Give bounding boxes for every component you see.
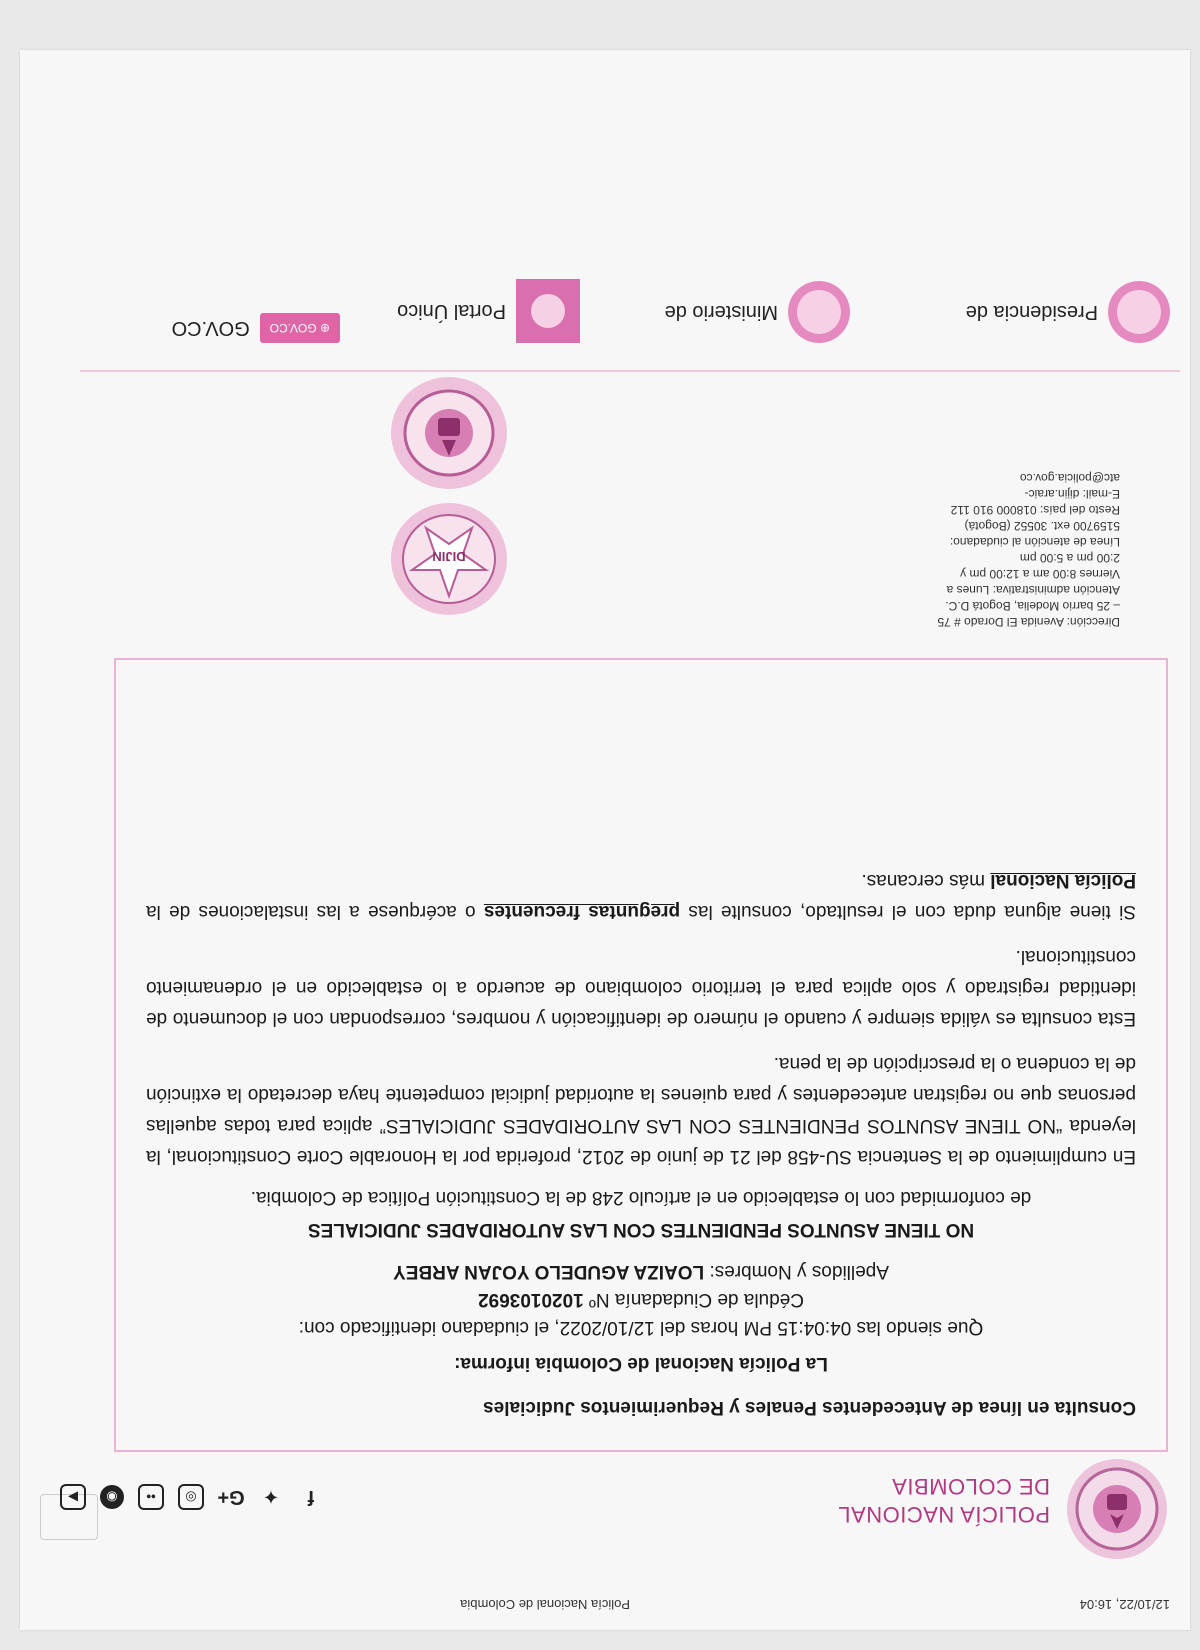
site-header xyxy=(40,1460,1170,1570)
facebook-icon[interactable]: f xyxy=(307,1486,315,1509)
faq-link[interactable]: preguntas frecuentes xyxy=(483,901,681,922)
hours-line: Viernes 8:00 am a 12:00 pm y xyxy=(960,567,1120,581)
presidencia-icon xyxy=(1108,281,1170,343)
ministerio-link[interactable] xyxy=(665,281,850,343)
name-label: Apellidos y Nombres: xyxy=(709,1261,889,1282)
legal-paragraph-1: En cumplimiento de la Sentencia SU-458 del 21 de junio de 2012, proferida por la Honorable Corte Constitucional, la leyenda “NO TIENE ASUNTOS PENDIENTES CON LAS AUTORIDADES JUDICIALES” aplica para todas aquellas personas que no registran antecedentes y para quienes la autoridad judicial competente haya decretado la extinción de la condena o la prescripción de la pena. xyxy=(146,1053,1136,1167)
instagram-icon[interactable]: ◎ xyxy=(178,1484,204,1510)
police-seal-logo xyxy=(1064,1456,1170,1562)
phone-line: Línea de atención al ciudadano: xyxy=(949,535,1120,549)
brand-name-line1: POLICÍA NACIONAL xyxy=(837,1502,1050,1527)
contact-info xyxy=(760,470,1120,630)
email-line[interactable]: E-mail: dijin.araic- xyxy=(1024,487,1120,501)
police-link[interactable]: Policía Nacional xyxy=(990,870,1136,891)
print-datetime: 12/10/22, 16:04 xyxy=(1079,1597,1170,1612)
ministerio-label: Ministerio de xyxy=(664,301,778,324)
legal-paragraph-2: Esta consulta es válida siempre y cuando el número de identificación y nombres, correspondan con el documento de identidad registrado y solo aplica para el territorio colombiano de acuerdo a lo establecido en el ordenamiento constitucional. xyxy=(146,946,1136,1029)
address-line: Dirección: Avenida El Dorado # 75 xyxy=(937,615,1120,629)
social-links xyxy=(60,1484,324,1510)
hours-line: 2:00 pm a 5:00 pm xyxy=(1019,551,1120,565)
paper-sheet xyxy=(20,50,1190,1630)
query-intro: Que siendo las 04:04:15 PM horas del 12/10/2022, el ciudadano identificado con: xyxy=(298,1317,984,1338)
help-text-d: más cercanas. xyxy=(861,870,985,891)
republic-seal xyxy=(388,374,510,492)
periscope-icon[interactable]: ◉ xyxy=(100,1485,124,1509)
page-title: Consulta en línea de Antecedentes Penales y Requerimientos Judiciales xyxy=(483,1397,1136,1418)
informa-heading: La Policía Nacional de Colombia informa: xyxy=(454,1353,828,1374)
hours-line: Atención administrativa: Lunes a xyxy=(946,583,1120,597)
twitter-icon[interactable]: ✦ xyxy=(262,1485,280,1508)
gov-co-link[interactable] xyxy=(172,313,340,343)
portal-unico-link[interactable] xyxy=(397,279,580,343)
id-number: 1020103692 xyxy=(478,1289,584,1310)
print-site-title: Policía Nacional de Colombia xyxy=(460,1597,630,1612)
gov-co-pill: ⊕ GOV.CO xyxy=(260,313,340,343)
result-panel xyxy=(114,658,1168,1452)
status-note: de conformidad con lo establecido en el artículo 248 de la Constitución Política de Colombia. xyxy=(250,1187,1032,1208)
youtube-icon[interactable]: ▶ xyxy=(60,1484,86,1510)
dijin-label: DIJIN xyxy=(432,549,466,564)
footer-divider xyxy=(80,370,1180,372)
phone-line: Resto del país: 018000 910 112 xyxy=(950,503,1120,517)
help-text-b: o acérquese a las xyxy=(316,901,476,922)
presidencia-label: Presidencia de xyxy=(965,301,1098,324)
help-text-a: Si tiene alguna duda con el resultado, consulte las xyxy=(688,901,1136,922)
email-line[interactable]: atc@policia.gov.co xyxy=(1019,471,1120,485)
address-line: – 25 barrio Modelia, Bogotá D.C. xyxy=(945,599,1120,613)
presidencia-link[interactable] xyxy=(966,281,1170,343)
gov-co-label: GOV.CO xyxy=(171,317,250,340)
flickr-icon[interactable]: •• xyxy=(138,1484,164,1510)
portal-label: Portal Único xyxy=(397,300,506,323)
full-name: LOAIZA AGUDELO YOJAN ARBEY xyxy=(393,1261,705,1282)
phone-line: 5159700 ext. 30552 (Bogotá) xyxy=(964,519,1120,533)
google-plus-icon[interactable]: G+ xyxy=(217,1486,245,1509)
brand-name-line2: DE COLOMBIA xyxy=(891,1474,1050,1499)
dijin-seal xyxy=(388,500,510,618)
seal-group xyxy=(90,388,510,618)
status-result: NO TIENE ASUNTOS PENDIENTES CON LAS AUTORIDADES JUDICIALES xyxy=(307,1219,975,1240)
id-label: Cédula de Ciudadanía Nº xyxy=(588,1289,804,1310)
help-paragraph xyxy=(146,865,1136,927)
portal-icon xyxy=(516,279,580,343)
id-line xyxy=(146,1288,1136,1310)
gov-links xyxy=(70,265,1180,355)
name-line xyxy=(146,1260,1136,1282)
ministerio-icon xyxy=(788,281,850,343)
brand-name[interactable] xyxy=(838,1472,1050,1528)
print-header xyxy=(40,1592,1170,1622)
help-text-c: instalaciones de la xyxy=(146,901,309,922)
